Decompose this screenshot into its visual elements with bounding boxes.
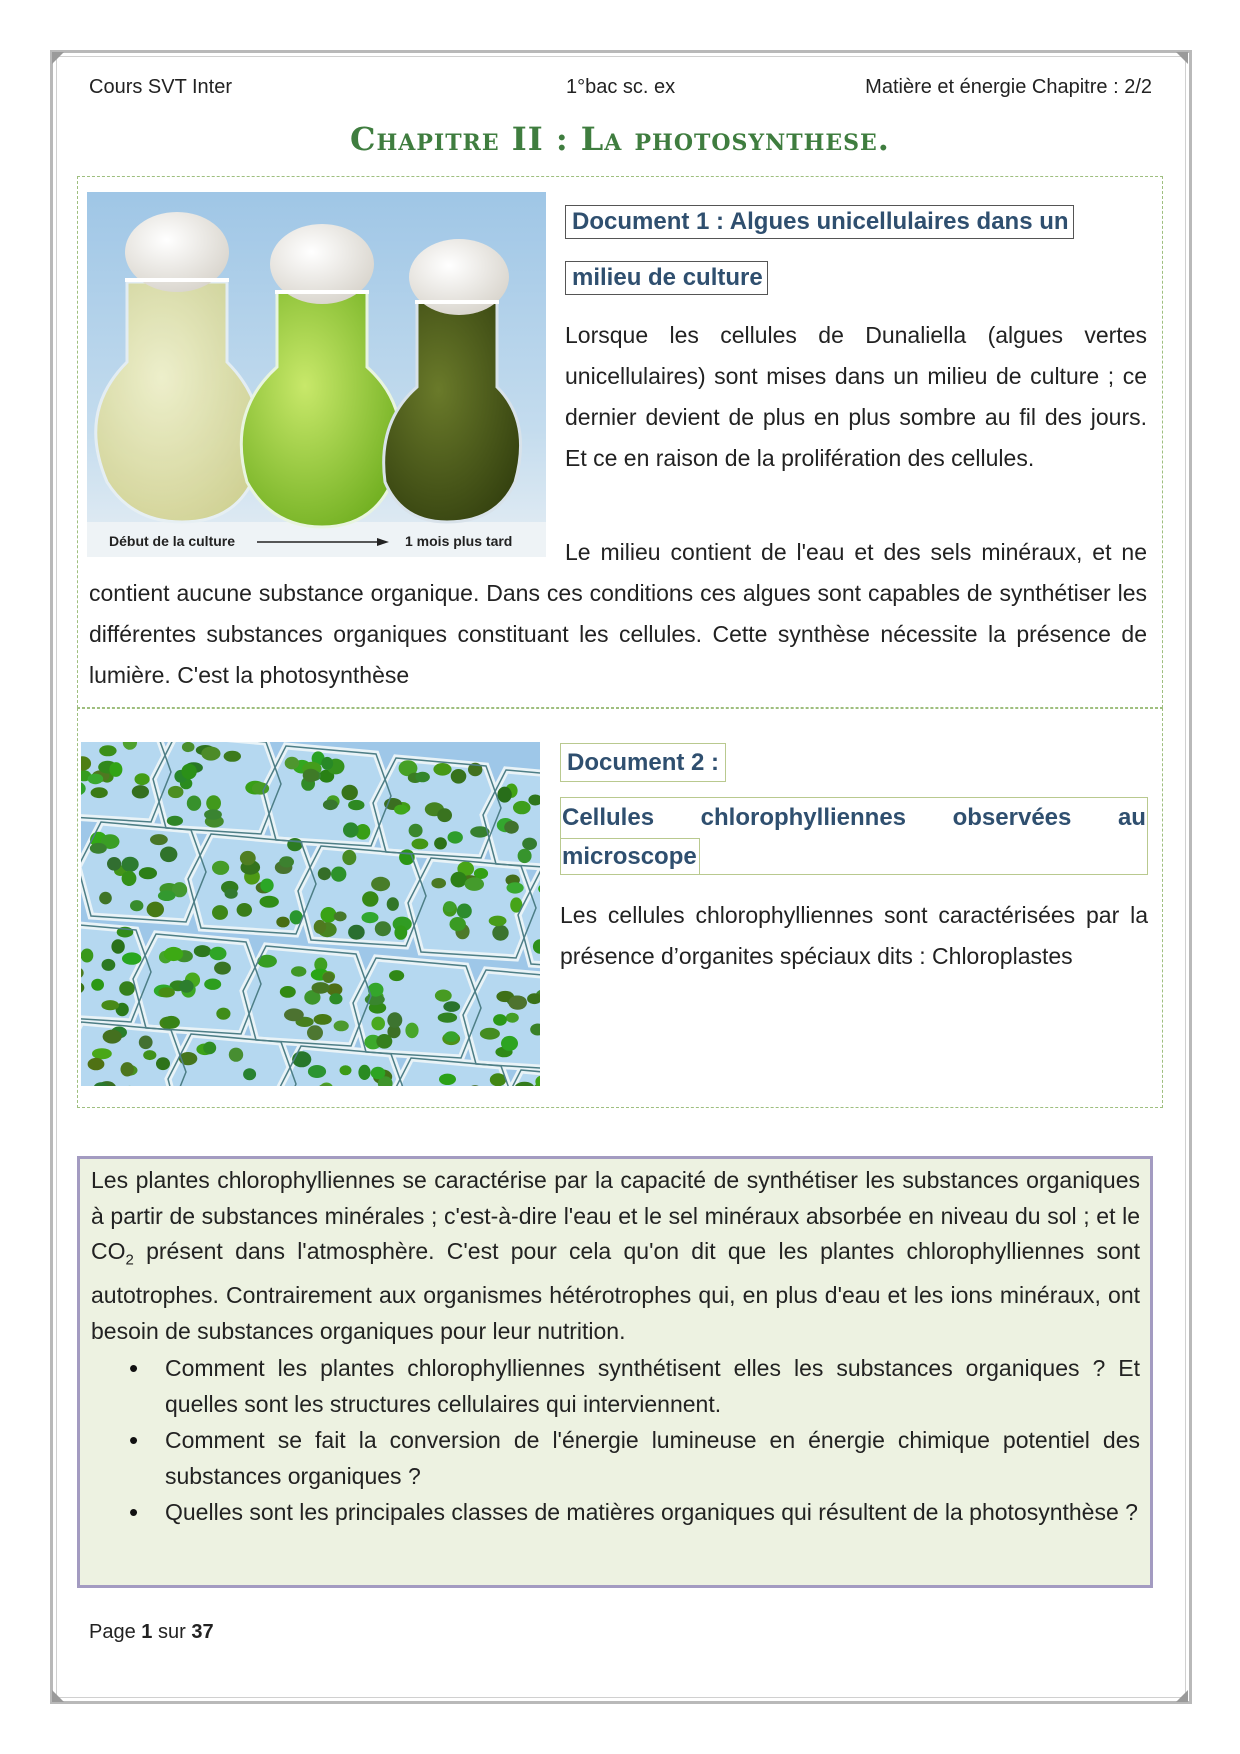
chloroplast bbox=[260, 896, 279, 908]
chloroplast bbox=[358, 1065, 370, 1080]
document-2-title bbox=[560, 797, 1148, 875]
flasks-caption-start: Début de la culture bbox=[109, 533, 236, 549]
chloroplast bbox=[92, 1048, 112, 1059]
chloroplast bbox=[181, 764, 196, 779]
chloroplast bbox=[135, 773, 150, 785]
chloroplast bbox=[90, 843, 107, 854]
chloroplast bbox=[438, 1013, 457, 1023]
chloroplast bbox=[448, 831, 463, 843]
document-2-title-line3: microscope bbox=[561, 838, 700, 874]
chloroplast bbox=[489, 916, 507, 927]
chloroplast bbox=[435, 990, 452, 1002]
chloroplast bbox=[444, 901, 456, 912]
document-2-title-word-4: au bbox=[1117, 804, 1146, 831]
chloroplast bbox=[216, 1008, 230, 1020]
header-course: Cours SVT Inter bbox=[89, 76, 233, 98]
chloroplast bbox=[504, 821, 519, 834]
chloroplast bbox=[203, 1042, 216, 1055]
chloroplast bbox=[194, 945, 211, 957]
chloroplast bbox=[444, 1031, 458, 1042]
chloroplast bbox=[276, 917, 289, 928]
flasks-image bbox=[87, 192, 546, 557]
chloroplast bbox=[412, 839, 429, 850]
chloroplast bbox=[334, 1021, 349, 1032]
chloroplast bbox=[431, 878, 446, 888]
chloroplast bbox=[387, 1012, 402, 1028]
document-2-title-word-2: chlorophylliennes bbox=[700, 804, 907, 831]
chloroplast bbox=[121, 1062, 134, 1076]
footer-page-number: 1 bbox=[141, 1621, 153, 1643]
chloroplast bbox=[99, 892, 112, 905]
chloroplast bbox=[102, 959, 116, 971]
chloroplast bbox=[506, 1013, 519, 1023]
chloroplast bbox=[229, 1048, 243, 1062]
document-2-title-word-1: Cellules bbox=[562, 804, 655, 831]
chloroplast bbox=[307, 1025, 323, 1040]
chloroplast bbox=[160, 847, 177, 863]
chloroplast bbox=[285, 757, 299, 770]
question-item-3: • Quelles sont les principales classes de matières organiques qui résultent de la photosynthèse ? bbox=[91, 1494, 1140, 1530]
frame-corner-top-left bbox=[52, 52, 64, 64]
chloroplast bbox=[225, 889, 238, 899]
chloroplast bbox=[437, 808, 452, 822]
chloroplast bbox=[474, 868, 488, 879]
chloroplast bbox=[342, 850, 356, 865]
chloroplast bbox=[147, 902, 164, 918]
header-level: 1°bac sc. ex bbox=[566, 76, 676, 98]
chloroplast bbox=[513, 801, 531, 814]
chloroplast bbox=[331, 867, 346, 882]
document-2-paragraph: Les cellules chlorophylliennes sont caractérisées par la présence d’organites spéciaux dits : Chloroplastes bbox=[560, 902, 1148, 969]
chloroplast bbox=[122, 871, 137, 886]
chloroplast bbox=[111, 939, 124, 954]
document-1-title-line1: Document 1 : Algues unicellulaires dans un bbox=[565, 205, 1074, 239]
chloroplast bbox=[387, 897, 399, 911]
chloroplast bbox=[371, 1067, 386, 1079]
footer-page-total: 37 bbox=[191, 1621, 214, 1643]
chloroplast bbox=[130, 900, 143, 911]
question-list bbox=[91, 1350, 1140, 1530]
chloroplast bbox=[303, 769, 319, 782]
chloroplast bbox=[405, 1023, 418, 1039]
chloroplast bbox=[88, 774, 104, 785]
chloroplast bbox=[132, 785, 149, 798]
chloroplast bbox=[201, 747, 220, 761]
chloroplast bbox=[522, 838, 537, 850]
chloroplast bbox=[439, 1074, 456, 1085]
chloroplast bbox=[107, 857, 121, 871]
document-2-title-line2 bbox=[561, 798, 1147, 838]
chloroplast bbox=[164, 947, 183, 961]
document-2-title-word-3: observées bbox=[952, 804, 1072, 831]
flasks-caption-end: 1 mois plus tard bbox=[405, 533, 513, 549]
chloroplast bbox=[501, 1036, 518, 1051]
chloroplast bbox=[314, 920, 326, 934]
chloroplast bbox=[443, 1001, 460, 1012]
chloroplast bbox=[480, 1028, 500, 1040]
chloroplast bbox=[243, 1068, 256, 1080]
chloroplast bbox=[122, 857, 139, 872]
document-1-title bbox=[565, 194, 1145, 306]
chloroplast bbox=[187, 796, 201, 811]
chloroplast bbox=[518, 849, 532, 863]
document-1-paragraph-2: Le milieu contient de l'eau et des sels minéraux, et ne contient aucune substance organique. Dans ces conditions ces algues sont capables de synthétiser les différentes substances organiques constituant les cellules. Cette synthèse nécessite la présence de lumière. C'est la photosynthèse bbox=[89, 539, 1147, 688]
chloroplast bbox=[329, 993, 342, 1004]
chloroplast bbox=[334, 911, 347, 921]
chloroplast bbox=[212, 861, 229, 875]
chloroplast bbox=[143, 1050, 156, 1060]
chloroplast bbox=[101, 1000, 119, 1010]
chloroplast bbox=[371, 1017, 385, 1031]
summary-paragraph bbox=[91, 1163, 1140, 1349]
chloroplast bbox=[287, 838, 302, 851]
summary-box bbox=[77, 1156, 1153, 1588]
summary-text-part1: Les plantes chlorophylliennes se caractérise par la capacité de synthétiser les substances organiques à partir de substances minérales ; c'est-à-dire l'eau et le sel minéraux absorbée en niveau du sol ; et le CO bbox=[91, 1167, 1140, 1264]
summary-text-part2: présent dans l'atmosphère. C'est pour cela qu'on dit que les plantes chlorophylliennes sont autotrophes. Contrairement aux organismes hétérotrophes qui, en plus d'eau et les ions minéraux, ont besoin de substances organiques pour leur nutrition. bbox=[91, 1238, 1140, 1344]
chloroplast bbox=[433, 763, 451, 776]
frame-corner-bottom-left bbox=[52, 1690, 64, 1702]
chloroplast bbox=[158, 890, 176, 901]
chloroplast bbox=[212, 905, 228, 920]
chloroplast bbox=[150, 834, 168, 845]
chloroplast bbox=[321, 757, 333, 770]
summary-subscript: 2 bbox=[125, 1251, 134, 1269]
chloroplast bbox=[409, 824, 423, 838]
chloroplast bbox=[318, 867, 331, 880]
chloroplast bbox=[284, 1008, 304, 1021]
frame-corner-top-right bbox=[1176, 52, 1188, 64]
chloroplast bbox=[343, 822, 359, 837]
header-chapter: Matière et énergie Chapitre : 2/2 bbox=[865, 76, 1152, 98]
footer-separator: sur bbox=[157, 1621, 186, 1643]
chloroplast bbox=[497, 787, 511, 803]
frame-corner-bottom-right bbox=[1176, 1690, 1188, 1702]
chloroplast bbox=[156, 1057, 170, 1070]
chloroplast bbox=[362, 891, 378, 906]
chloroplast bbox=[312, 982, 330, 994]
chloroplast bbox=[492, 925, 508, 941]
chloroplast bbox=[158, 987, 175, 997]
chloroplast bbox=[457, 904, 472, 919]
chloroplast bbox=[434, 837, 447, 849]
chloroplast bbox=[508, 996, 527, 1010]
chloroplast bbox=[342, 785, 358, 800]
chloroplast bbox=[376, 1034, 392, 1049]
chloroplast bbox=[465, 877, 484, 891]
chloroplast bbox=[314, 1014, 332, 1025]
chloroplast bbox=[167, 816, 183, 826]
chloroplast bbox=[415, 772, 430, 783]
chloroplast bbox=[308, 1065, 326, 1078]
chloroplast bbox=[280, 986, 296, 998]
chloroplast bbox=[375, 921, 391, 936]
chloroplast bbox=[507, 882, 524, 893]
chlorophyll-cells-image bbox=[81, 742, 540, 1086]
chloroplast bbox=[323, 972, 335, 983]
chloroplast bbox=[291, 966, 306, 976]
chloroplast bbox=[323, 800, 338, 811]
chloroplast bbox=[163, 1016, 180, 1029]
chloroplast bbox=[348, 925, 365, 940]
chloroplast bbox=[279, 856, 294, 867]
chloroplast bbox=[103, 1030, 122, 1044]
chloroplast bbox=[224, 751, 241, 762]
chloroplast bbox=[168, 786, 184, 798]
chloroplast bbox=[204, 809, 222, 819]
chloroplast bbox=[240, 851, 256, 865]
chloroplast bbox=[81, 949, 93, 963]
chloroplast bbox=[451, 769, 467, 784]
chloroplast bbox=[389, 970, 404, 981]
chloroplast bbox=[99, 745, 116, 756]
chloroplast bbox=[182, 742, 195, 752]
question-item-2: • Comment se fait la conversion de l'énergie lumineuse en énergie chimique potentiel des substances organiques ? bbox=[91, 1422, 1140, 1494]
document-1-paragraph-1: Lorsque les cellules de Dunaliella (algues vertes unicellulaires) sont mises dans un milieu de culture ; ce dernier devient de plus en plus sombre au fil des jours. Et ce en raison de la prolifération des cellules. bbox=[565, 322, 1147, 471]
chloroplast bbox=[451, 872, 467, 888]
document-2-title-line1: Document 2 : bbox=[560, 743, 726, 782]
chloroplast bbox=[122, 952, 141, 964]
chloroplast bbox=[91, 979, 104, 991]
chloroplast bbox=[119, 981, 135, 995]
chloroplast bbox=[210, 947, 227, 961]
chloroplast bbox=[362, 912, 379, 923]
chloroplast bbox=[371, 877, 390, 891]
chloroplast bbox=[91, 787, 108, 798]
chloroplast bbox=[340, 1065, 352, 1075]
chloroplast bbox=[493, 1014, 507, 1026]
chloroplast bbox=[88, 1058, 105, 1070]
chloroplast bbox=[214, 962, 231, 975]
chloroplast bbox=[139, 867, 157, 879]
chapter-title: Chapitre II : La photosynthese. bbox=[350, 120, 890, 158]
chloroplast bbox=[237, 903, 252, 917]
chloroplast bbox=[206, 795, 221, 811]
chloroplast bbox=[260, 879, 273, 893]
chloroplast bbox=[394, 805, 408, 815]
question-item-1: • Comment les plantes chlorophylliennes synthétisent elles les substances organiques ? Et quelles sont les structures cellulaires qui interviennent. bbox=[91, 1350, 1140, 1422]
chloroplast bbox=[109, 762, 122, 777]
document-1-title-line2: milieu de culture bbox=[565, 261, 768, 295]
chloroplast bbox=[204, 979, 221, 990]
page-footer bbox=[89, 1621, 214, 1644]
chloroplast bbox=[394, 925, 407, 939]
chloroplast bbox=[348, 800, 364, 810]
chloroplast bbox=[179, 980, 193, 993]
footer-page-label: Page bbox=[89, 1621, 136, 1643]
chloroplast bbox=[139, 1036, 153, 1050]
chloroplast bbox=[450, 917, 466, 931]
